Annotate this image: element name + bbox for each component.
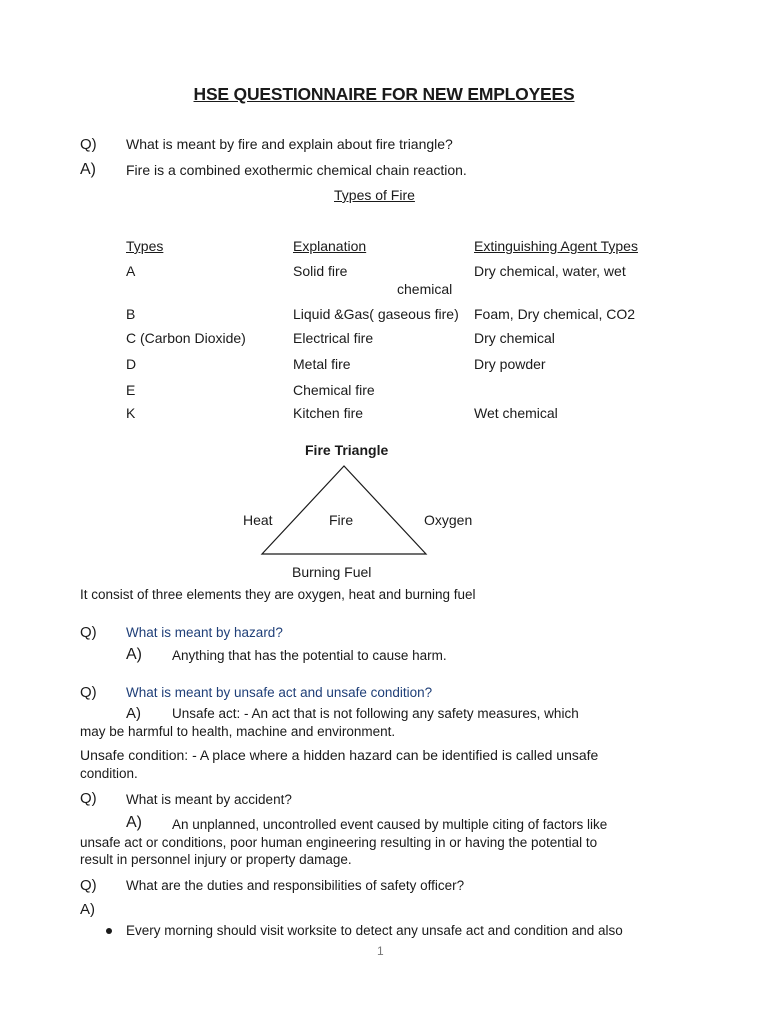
q4-question: What is meant by accident? (126, 792, 292, 807)
q4-answer-line: An unplanned, uncontrolled event caused by multiple citing of factors like (172, 817, 608, 832)
triangle-shape (262, 466, 426, 554)
row-explanation: Solid fire (293, 263, 348, 279)
q2-answer: Anything that has the potential to cause harm. (172, 648, 447, 663)
q5-question: What are the duties and responsibilities of safety officer? (126, 878, 465, 893)
triangle-label-heat: Heat (243, 512, 273, 528)
row-explanation: Electrical fire (293, 330, 374, 346)
q3-question: What is meant by unsafe act and unsafe condition? (126, 685, 433, 700)
row-agent: Wet chemical (474, 405, 558, 421)
triangle-label-fire: Fire (329, 512, 354, 528)
row-type: A (126, 263, 136, 279)
q5-question-label: Q) (80, 877, 97, 894)
q4-answer-line: result in personnel injury or property damage. (80, 852, 352, 867)
row-type: K (126, 405, 136, 421)
row-agent: Dry chemical, water, wet (474, 263, 626, 279)
q1-answer-label: A) (80, 161, 96, 178)
row-agent: Dry chemical (474, 330, 555, 346)
row-explanation: Liquid &Gas( gaseous fire) (293, 306, 459, 322)
row-explanation: Chemical fire (293, 382, 375, 398)
q1-question-label: Q) (80, 136, 97, 153)
fire-triangle-heading: Fire Triangle (305, 442, 389, 458)
q4-answer-line: unsafe act or conditions, poor human engineering resulting in or having the potential to (80, 835, 598, 850)
row-type: C (Carbon Dioxide) (126, 330, 246, 346)
q3-answer-line: may be harmful to health, machine and environment. (80, 724, 396, 739)
triangle-label-fuel: Burning Fuel (292, 564, 372, 580)
row-explanation: Metal fire (293, 356, 351, 372)
q4-answer-label: A) (126, 814, 142, 831)
types-of-fire-heading: Types of Fire (334, 187, 415, 203)
q1-answer: Fire is a combined exothermic chemical chain reaction. (126, 162, 467, 178)
triangle-summary: It consist of three elements they are oxygen, heat and burning fuel (80, 587, 476, 602)
row-explanation: Kitchen fire (293, 405, 364, 421)
q5-answer-label: A) (80, 901, 95, 918)
table-header-explanation: Explanation (293, 238, 367, 254)
bullet-icon (106, 928, 112, 934)
q3-question-label: Q) (80, 684, 97, 701)
q1-question: What is meant by fire and explain about fire triangle? (126, 136, 453, 152)
row-agent: Foam, Dry chemical, CO2 (474, 306, 636, 322)
page-title: HSE QUESTIONNAIRE FOR NEW EMPLOYEES (193, 84, 575, 104)
row-type: E (126, 382, 136, 398)
q4-question-label: Q) (80, 790, 97, 807)
q5-bullet-item: Every morning should visit worksite to detect any unsafe act and condition and also (126, 923, 623, 938)
page-number: 1 (377, 944, 384, 958)
row-type: B (126, 306, 136, 322)
q3-condition-line: Unsafe condition: - A place where a hidden hazard can be identified is called unsafe (80, 747, 599, 763)
row-agent: Dry powder (474, 356, 546, 372)
q2-question-label: Q) (80, 624, 97, 641)
triangle-label-oxygen: Oxygen (424, 512, 473, 528)
row-agent-continued: chemical (397, 281, 453, 297)
q2-question: What is meant by hazard? (126, 625, 283, 640)
q3-answer-line: Unsafe act: - An act that is not following any safety measures, which (172, 706, 579, 721)
q3-condition-line: condition. (80, 766, 138, 781)
row-type: D (126, 356, 137, 372)
q3-answer-label: A) (126, 705, 141, 722)
table-header-types: Types (126, 238, 164, 254)
table-header-agent: Extinguishing Agent Types (474, 238, 638, 254)
q2-answer-label: A) (126, 646, 142, 663)
